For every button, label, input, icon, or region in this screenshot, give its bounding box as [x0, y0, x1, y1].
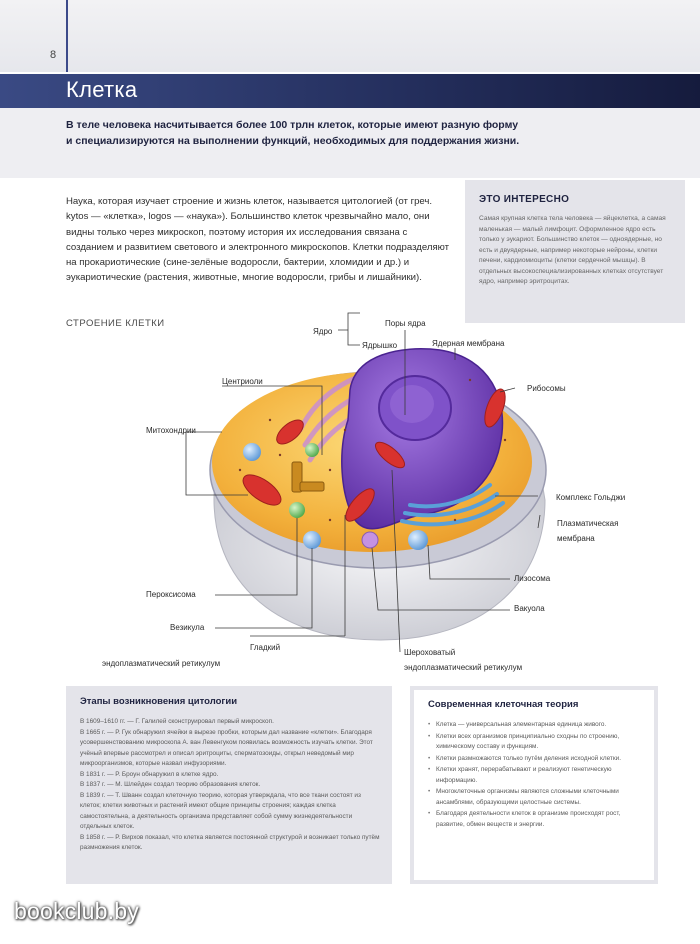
theory-panel-inner: [414, 690, 654, 880]
lysosome: [243, 443, 261, 461]
label-ribosomes: Рибосомы: [527, 384, 566, 393]
label-nuclear-membrane: Ядерная мембрана: [432, 339, 505, 348]
label-nucleus: Ядро: [313, 327, 333, 336]
history-entry: В 1609–1610 гг. — Г. Галилей сконструировал первый микроскоп.: [80, 718, 274, 725]
history-entry: В 1839 г. — Т. Шванн создал клеточную теорию, которая утверждала, что все ткани состоят из клеток; клетки животных и растений имеют общие принципы строения; каждая клетка самостоятельна, а деятельность организма представляет собой сумму жизнедеятельности отдельных клеток.: [80, 791, 361, 830]
theory-item: • Благодаря деятельности клеток в организме происходят рост, развитие, обмен веществ и энергии.: [428, 809, 646, 830]
top-band: [0, 0, 700, 72]
page-number: 8: [50, 49, 57, 61]
label-golgi: Комплекс Гольджи: [556, 493, 626, 502]
theory-item: • Клетки размножаются только путём деления исходной клетки.: [428, 754, 646, 765]
label-centrioles: Центриоли: [222, 377, 263, 386]
cell-structure-diagram: [0, 300, 700, 680]
interesting-fact-title: ЭТО ИНТЕРЕСНО: [479, 194, 570, 205]
label-nuclear-pores: Поры ядра: [385, 319, 426, 328]
label-peroxisome: Пероксисома: [146, 590, 196, 599]
history-entry: В 1831 г. — Р. Броун обнаружил в клетке ядро.: [80, 770, 219, 778]
label-smooth-er-1: Гладкий: [250, 643, 281, 652]
label-smooth-er-2: эндоплазматический ретикулум: [102, 659, 221, 668]
theory-panel: [410, 686, 658, 884]
label-vesicle: Везикула: [170, 623, 205, 632]
history-list: [80, 717, 380, 854]
label-rough-er-1: Шероховатый: [404, 648, 456, 657]
label-mitochondria: Митохондрии: [146, 426, 196, 435]
history-panel: [66, 686, 392, 884]
watermark: bookclub.by: [14, 898, 139, 924]
centriole: [300, 482, 324, 491]
page-title: Клетка: [66, 77, 138, 102]
diagram-section-label: СТРОЕНИЕ КЛЕТКИ: [66, 318, 165, 329]
theory-title: Современная клеточная теория: [428, 699, 579, 710]
intro-text: В теле человека насчитывается более 100 трлн клеток, которые имеют разную форму и специализируются на выполнении функций, необходимых для поддержания жизни.: [66, 119, 520, 147]
history-title: Этапы возникновения цитологии: [80, 696, 238, 707]
label-lysosome: Лизосома: [514, 574, 551, 583]
label-vacuole: Вакуола: [514, 604, 545, 613]
interesting-fact-text: Самая крупная клетка тела человека — яйцеклетка, а самая маленькая — малый лимфоцит. Оформленное ядро есть только у эукариот. Большинство клеток — одноядерные, но есть и двуядерные, например некоторые нейроны, клетки печени, кардиомиоциты (клетки сердечной мышцы). В отдельных высокоспециализированных клетках отсутствует ядро, например эритроцитах.: [479, 215, 666, 285]
theory-item: • Клетки хранят, перерабатывают и реализуют генетическую информацию.: [428, 765, 646, 786]
lysosome: [305, 443, 319, 457]
label-nucleolus: Ядрышко: [362, 341, 398, 350]
theory-item: • Клетки всех организмов принципиально сходны по строению, химическому составу и функциям.: [428, 732, 646, 753]
label-plasma-membrane-1: Плазматическая: [557, 519, 619, 528]
vacuole: [362, 532, 378, 548]
label-plasma-membrane-2: мембрана: [557, 534, 595, 543]
margin-rule: [66, 0, 68, 72]
theory-item: • Клетка — универсальная элементарная единица живого.: [428, 720, 646, 731]
theory-item: • Многоклеточные организмы являются сложными клеточными ансамблями, образующими целостные системы.: [428, 787, 646, 808]
history-entry: В 1665 г. — Р. Гук обнаружил ячейки в вырезе пробки, которым дал название «клетки». Благодаря усовершенствованию микроскопа А. ван Левенгуком появилась возможность изучать клетки. Этот учёный впервые рассмотрел и описал эритроциты, сперматозоиды, открыл неведомый мир микроорганизмов, которые назвал инфузориями.: [80, 728, 373, 767]
theory-list-wrap: [428, 720, 646, 831]
vesicle: [303, 531, 321, 549]
history-entry: В 1858 г. — Р. Вирхов показал, что клетка является постоянной структурой и возникает только путём размножения клеток.: [80, 833, 380, 851]
label-rough-er-2: эндоплазматический ретикулум: [404, 663, 523, 672]
body-paragraph: Наука, которая изучает строение и жизнь клеток, называется цитологией (от греч. kytos — «клетка», logos — «наука»). Большинство клеток чрезвычайно мало, они видны только через микроскоп, поэтому история их исследования связана с созданием и развитием светового и электронного микроскопов. Клетки подразделяют на прокариотические (сине-зелёные водоросли, бактерии, хломидии и др.) и эукариотические (растения, животные, многие водоросли, грибы и лишайники).: [66, 196, 450, 284]
lysosome: [408, 530, 428, 550]
history-entry: В 1837 г. — М. Шлейден создал теорию образования клеток.: [80, 781, 261, 788]
theory-list: [428, 720, 646, 830]
peroxisome: [289, 502, 305, 518]
